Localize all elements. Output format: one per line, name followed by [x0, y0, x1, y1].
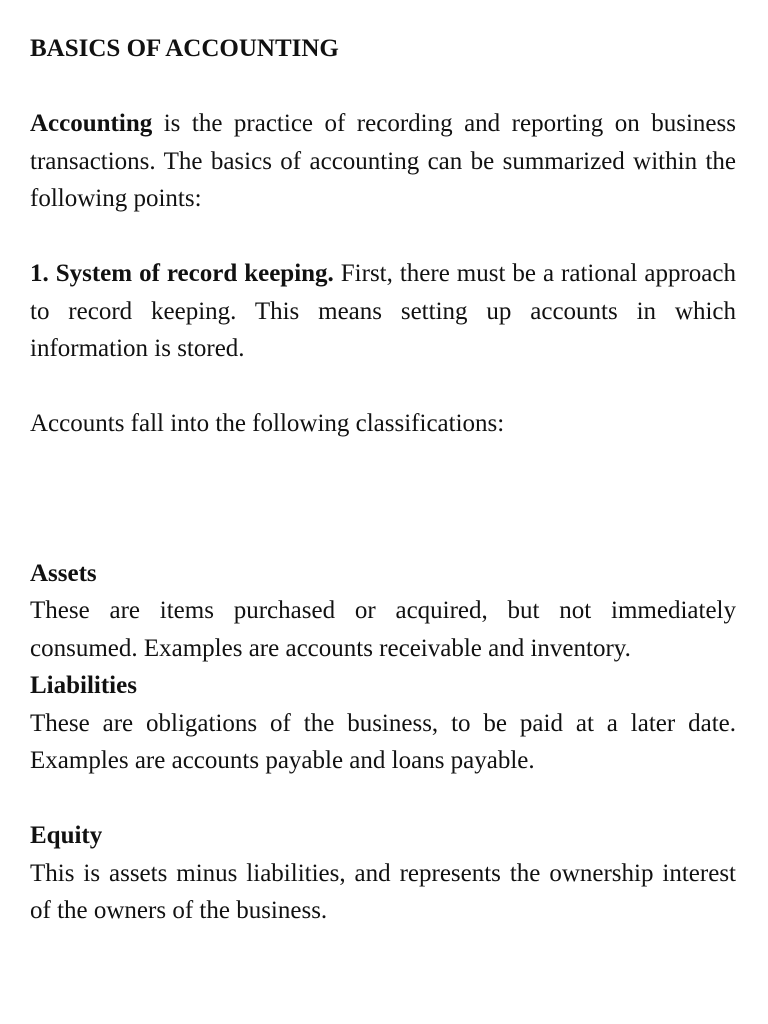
- classification-term: Equity: [30, 822, 103, 849]
- classifications-intro: Accounts fall into the following classifications:: [30, 410, 505, 437]
- classification-equity: [30, 817, 736, 930]
- point-1-paragraph: [30, 255, 736, 368]
- classification-liabilities: [30, 667, 736, 780]
- point-1-text: First, there must be a rational approach to record keeping. This means setting up accounts in which information is stored.: [30, 260, 736, 362]
- classification-term: Liabilities: [30, 672, 137, 699]
- intro-paragraph: [30, 105, 736, 218]
- classification-definition: These are items purchased or acquired, but not immediately consumed. Examples are accounts receivable and inventory.: [30, 597, 736, 662]
- classification-assets: [30, 555, 736, 668]
- classification-term: Assets: [30, 559, 97, 587]
- intro-text: is the practice of recording and reporting on business transactions. The basics of accounting can be summarized within the following points:: [30, 110, 736, 212]
- classification-definition: These are obligations of the business, to be paid at a later date. Examples are accounts payable and loans payable.: [30, 709, 736, 774]
- intro-lead-term: Accounting: [30, 110, 153, 137]
- classification-definition: This is assets minus liabilities, and represents the ownership interest of the owners of the business.: [30, 859, 736, 924]
- point-1-heading: 1. System of record keeping.: [30, 260, 334, 287]
- document-title: BASICS OF ACCOUNTING: [30, 35, 339, 62]
- document-page: [30, 30, 736, 930]
- spacer: [30, 443, 736, 555]
